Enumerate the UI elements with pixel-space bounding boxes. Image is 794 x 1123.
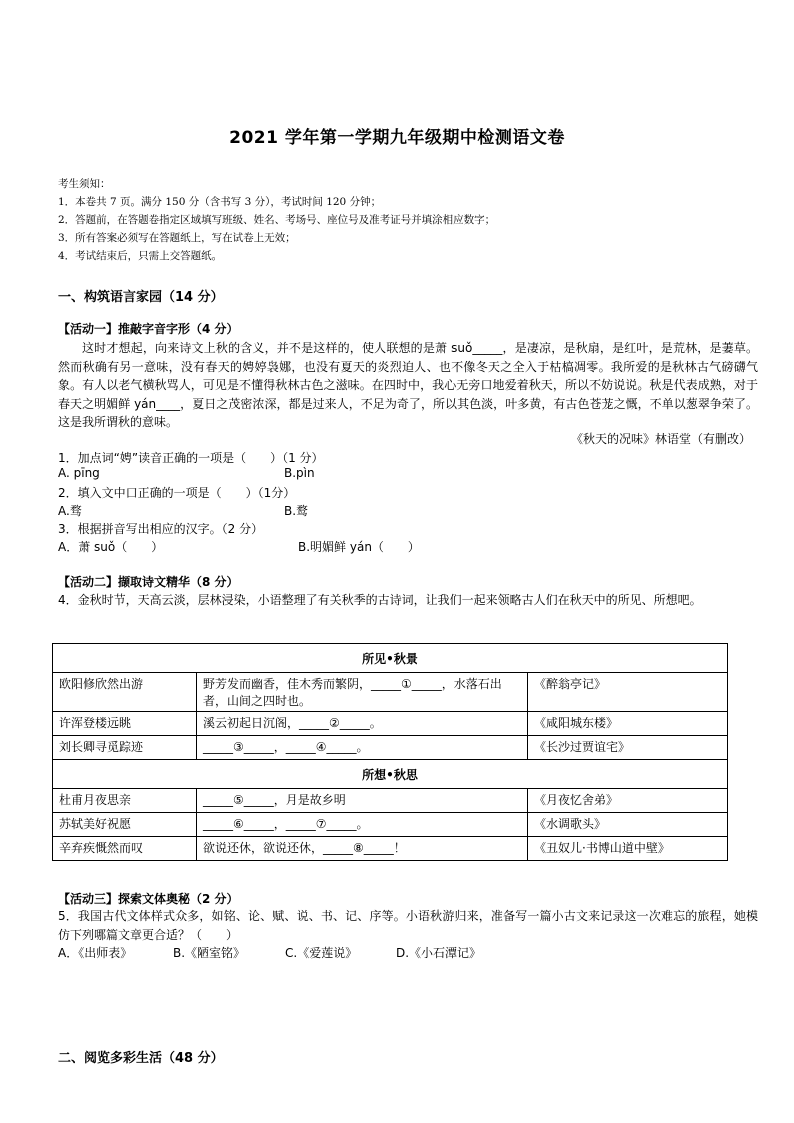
- activity1-heading: 【活动一】推敲字音字形（4 分）: [58, 322, 239, 336]
- table-heading-sights: 所见•秋景: [53, 644, 728, 673]
- work-cell: 《水调歌头》: [528, 813, 728, 837]
- poet-cell: 许浑登楼远眺: [53, 712, 197, 736]
- work-cell: 《月夜忆舍弟》: [528, 789, 728, 813]
- table-heading-thoughts: 所想•秋思: [53, 760, 728, 789]
- notes-item: 4．考试结束后，只需上交答题纸。: [58, 250, 223, 262]
- notes-item: 3．所有答案必须写在答题纸上，写在试卷上无效；: [58, 232, 296, 244]
- table-row: [53, 789, 728, 813]
- question-5: 5．我国古代文体样式众多，如铭、论、赋、说、书、记、序等。小语秋游归来，准备写一篇小古文来记录这一次难忘的旅程，她模仿下列哪篇文章更合适？（ ）: [58, 909, 758, 942]
- question-3: 3．根据拼音写出相应的汉字。（2 分）: [58, 522, 264, 536]
- activity3-heading: 【活动三】探索文体奥秘（2 分）: [58, 892, 239, 906]
- work-cell: 《咸阳城东楼》: [528, 712, 728, 736]
- table-row: [53, 837, 728, 861]
- poet-cell: 苏轼美好祝愿: [53, 813, 197, 837]
- question-1: 1．加点词“娉”读音正确的一项是（ ）（1 分）: [58, 451, 324, 465]
- work-cell: 《丑奴儿·书博山道中壁》: [528, 837, 728, 861]
- q5-option-d: D.《小石潭记》: [396, 946, 482, 960]
- q3-item-b: B.明媚鲜 yán（ ）: [298, 540, 420, 554]
- verse-cell: _____③_____，_____④_____。: [197, 736, 528, 760]
- table-row: [53, 813, 728, 837]
- section2-heading: 二、阅览多彩生活（48 分）: [58, 1051, 224, 1066]
- q1-option-a: A. pīng: [58, 466, 100, 480]
- q2-option-b: B.鹜: [284, 504, 309, 518]
- poet-cell: 刘长卿寻觅踪迹: [53, 736, 197, 760]
- work-cell: 《长沙过贾谊宅》: [528, 736, 728, 760]
- q5-option-a: A．《出师表》: [58, 946, 133, 960]
- exam-notes: [58, 175, 758, 265]
- verse-cell: _____⑥_____，_____⑦_____。: [197, 813, 528, 837]
- verse-cell: 欲说还休，欲说还休，_____⑧_____！: [197, 837, 528, 861]
- question-2: 2．填入文中口正确的一项是（ ）（1分）: [58, 486, 296, 500]
- q3-item-a: A．萧 suǒ（ ）: [58, 540, 164, 554]
- notes-item: 2．答题前，在答题卷指定区域填写班级、姓名、考场号、座位号及准考证号并填涂相应数字；: [58, 214, 496, 226]
- table-row: [53, 712, 728, 736]
- poet-cell: 杜甫月夜思亲: [53, 789, 197, 813]
- notes-item: 1．本卷共 7 页。满分 150 分（含书写 3 分），考试时间 120 分钟；: [58, 196, 382, 208]
- q1-option-b: B.pìn: [284, 466, 315, 480]
- passage-source: 《秋天的况味》林语堂（有删改）: [570, 432, 751, 446]
- poet-cell: 辛弃疾慨然而叹: [53, 837, 197, 861]
- table-row: [53, 673, 728, 712]
- work-cell: 《醉翁亭记》: [528, 673, 728, 712]
- poet-cell: 欧阳修欣然出游: [53, 673, 197, 712]
- notes-heading: 考生须知：: [58, 178, 111, 190]
- q5-option-c: C.《爱莲说》: [285, 946, 358, 960]
- q5-option-b: B.《陋室铭》: [173, 946, 246, 960]
- reading-paragraph: 这时才想起，向来诗文上秋的含义，并不是这样的，使人联想的是萧 suǒ_____，是凄凉，是秋扇，是红叶，是荒林，是萋草。然而秋确有另一意味，没有春天的娉婷袅娜，也没有夏天的炎烈迫人、也不像冬天之全入于枯槁凋零。我所爱的是秋林古气磅礴气象。有人以老气横秋骂人，可见是不懂得秋林古色之滋味。在四时中，我心无旁口地爱着秋天，所以不妨说说。秋是代表成熟，对于春天之明媚鲜 yán____，夏日之茂密浓深，都是过来人，不足为奇了，所以其色淡，叶多黄，有古色苍茏之慨，不单以葱翠争荣了。这是我所谓秋的意味。: [58, 341, 758, 429]
- verse-cell: _____⑤_____，月是故乡明: [197, 789, 528, 813]
- q2-option-a: A.骛: [58, 504, 82, 518]
- page-title: 2021 学年第一学期九年级期中检测语文卷: [229, 128, 565, 148]
- section1-heading: 一、构筑语言家园（14 分）: [58, 290, 224, 305]
- verse-cell: 野芳发而幽香，佳木秀而繁阴，_____①_____，水落石出者，山间之四时也。: [197, 673, 528, 712]
- activity2-heading: 【活动二】撷取诗文精华（8 分）: [58, 575, 239, 589]
- verse-cell: 溪云初起日沉阁，_____②_____。: [197, 712, 528, 736]
- table-row: [53, 736, 728, 760]
- poetry-table: [52, 643, 728, 861]
- question-4: 4．金秋时节，天高云淡，层林浸染，小语整理了有关秋季的古诗词，让我们一起来领略古人们在秋天中的所见、所想吧。: [58, 593, 702, 607]
